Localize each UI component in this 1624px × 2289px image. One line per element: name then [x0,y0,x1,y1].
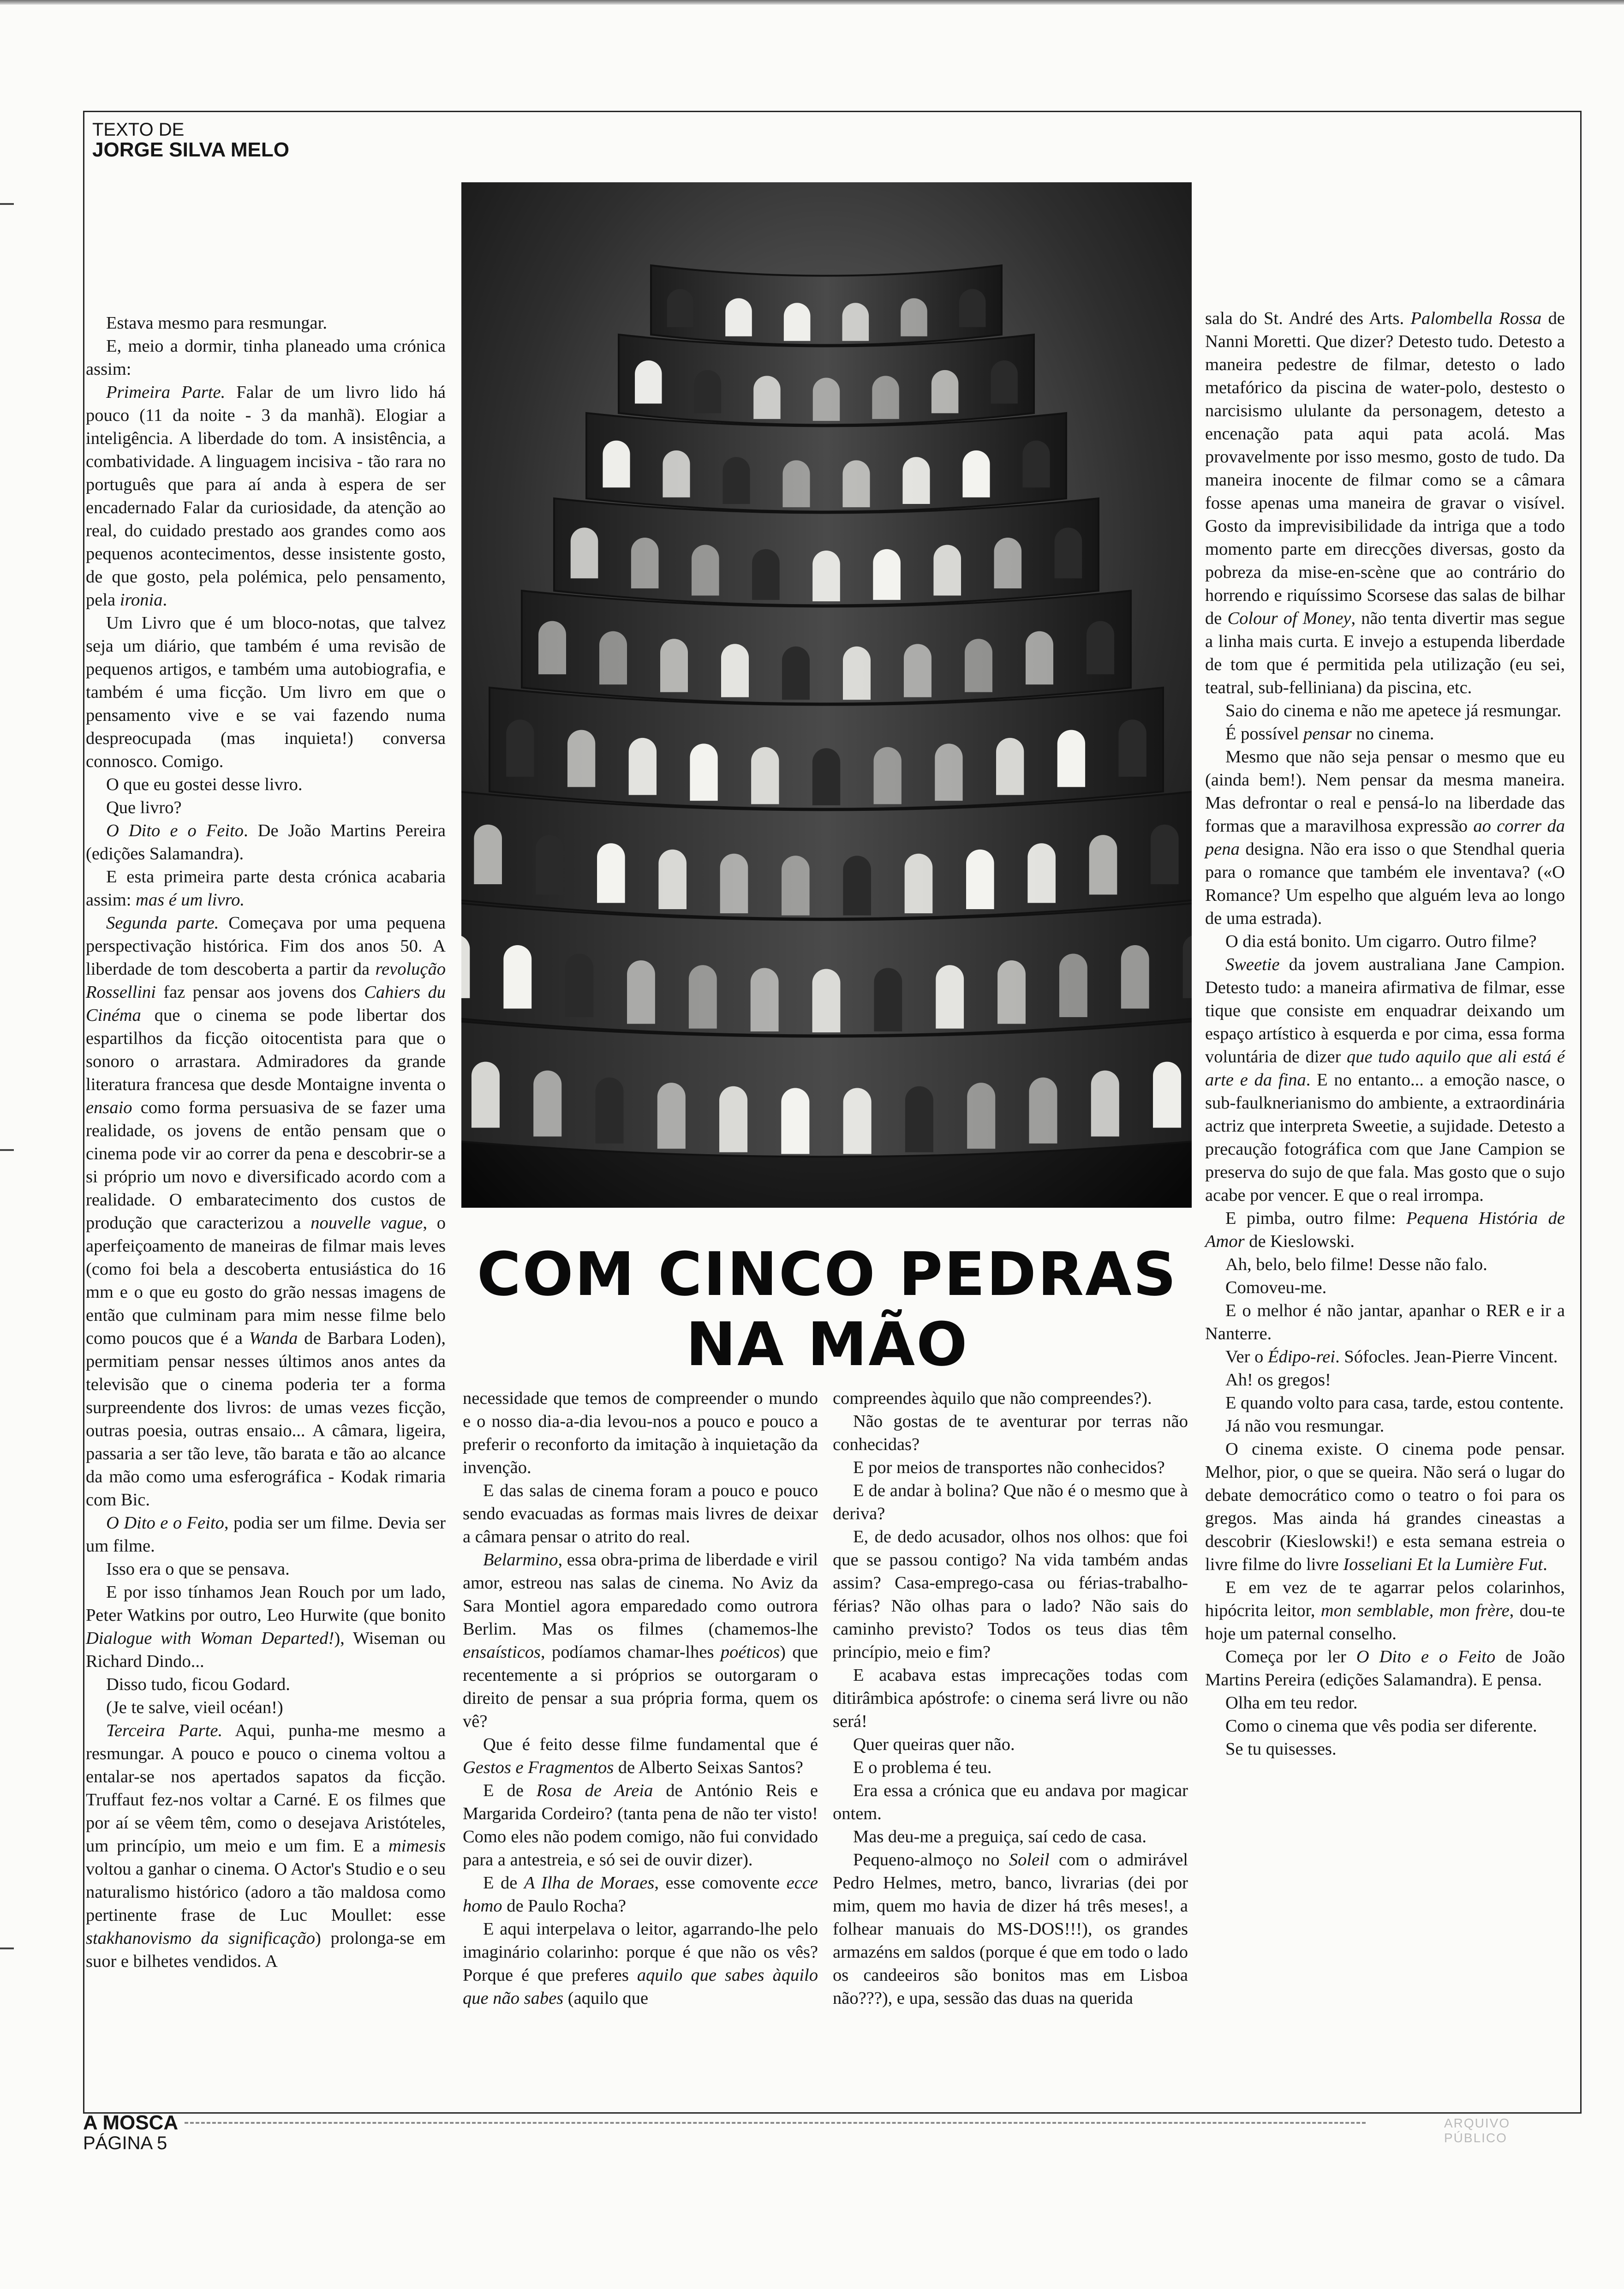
paragraph: E pimba, outro filme: Pequena História de Amor de Kieslowski. [1205,1209,1565,1251]
dark-window [1183,935,1192,998]
dark-window [667,289,694,327]
paragraph: E das salas de cinema foram a pouco e pouco sendo evacuadas as formas mais livres de deixar a câmara pensar o atrito do real. [463,1481,818,1546]
binding-mark [0,1947,14,1949]
paragraph: E de Rosa de Areia de António Reis e Margarida Cordeiro? (tanta pena de não ter visto! Como eles não podem comigo, não fui convidado para a antestreia, e só sei de ouvir dizer). [463,1781,818,1870]
article-column-3 [833,1387,1188,2010]
dark-window [1087,621,1114,675]
paragraph: Começa por ler O Dito e o Feito de João Martins Pereira (edições Salamandra). E pensa. [1205,1647,1565,1690]
paragraph: O dia está bonito. Um cigarro. Outro filme? [1225,932,1537,951]
dark-window [991,360,1017,404]
lit-window [689,965,717,1029]
dark-window [1055,527,1082,578]
lit-window [631,538,659,588]
paragraph: Como o cinema que vês podia ser diferente. [1225,1716,1537,1736]
lit-window [933,545,961,596]
lit-window [994,538,1022,588]
paragraph: E esta primeira parte desta crónica acabaria assim: mas é um livro. [86,867,446,910]
lit-window [461,935,470,998]
lit-window [812,551,840,601]
page-footer [83,2112,178,2153]
paragraph: E por meios de transportes não conhecidos? [853,1458,1165,1477]
lit-window [719,1086,747,1152]
lit-window [533,1071,561,1137]
lit-window [842,303,869,341]
paragraph: Belarmino, essa obra-prima de liberdade e viril amor, estreou nas salas de cinema. No Aviz da Sara Montiel agora emparedado como outrora Berlim. Mas os filmes (chamemos-lhe ensaísticos, podíamos chamar-lhes poéticos) que recentemente a si próprios se outorgaram o direito de pensar a sua própria forma, quem os vê? [463,1550,818,1731]
dark-window [959,289,986,327]
paragraph: Terceira Parte. Aqui, punha-me mesmo a resmungar. A pouco e pouco o cinema voltou a entalar-se nos apertados sapatos da ficção. Truffaut fez-nos voltar a Carné. E os filmes que por aí se vêem têm, como o desejava Aristóteles, um princípio, um meio e um fim. E a mimesis voltou a ganhar o cinema. O Actor's Studio e o seu naturalismo histórico (adoro a tão maldosa como pertinente frase de Luc Moullet: esse stakhanovismo da significação) prolonga-se em suor e bilhetes vendidos. A [86,1721,446,1971]
paragraph: Era essa a crónica que eu andava por magicar ontem. [833,1781,1188,1823]
lit-window [781,1088,809,1154]
lit-window [503,945,531,1009]
tower-tier [651,265,1002,345]
dark-window [536,835,564,894]
paragraph: (Je te salve, vieil océan!) [106,1698,283,1717]
tower-building-photo [461,182,1192,1208]
stamp-line-2: PÚBLICO [1444,2131,1507,2145]
lit-window [996,738,1024,795]
paragraph: Isso era o que se pensava. [106,1559,290,1579]
paragraph: E acabava estas imprecações todas com ditirâmbica apóstrofe: o cinema será livre ou não será! [833,1666,1188,1731]
lit-window [842,460,870,507]
paragraph: Disso tudo, ficou Godard. [106,1675,290,1694]
paragraph: Segunda parte. Começava por uma pequena perspectivação histórica. Fim dos anos 50. A liberdade de tom descoberta a partir da revolução Rossellini faz pensar aos jovens dos Cahiers du Cinéma que o cinema se pode libertar dos espartilhos da ficção oitocentista para que o sonoro o arrastara. Admiradores da grande literatura francesa que desde Montaigne inventa o ensaio como forma persuasiva de se fazer uma realidade, os jovens de então pensam que o cinema pode vir ao correr da pena e descobrir-se a si próprio um novo e diversificado acordo com a realidade. O embaratecimento dos custos de produção que caracterizou a nouvelle vague, o aperfeiçoamento de maneiras de filmar mais leves (como foi bela a descoberta entusiástica do 16 mm e o que eu gosto do grão nessas imagens de então que culminam para mim nesse filme belo como poucos que é a Wanda de Barbara Loden), permitiam pensar nesses últimos anos antes da televisão que o cinema poderia ter a forma surpreendente dos livros: de umas vezes ficção, outras poesia, outras ensaio... A câmara, ligeira, passaria a ser tão leve, tão barata e tão ao alcance da mão como uma esferográfica - Kodak rimaria com Bic. [86,913,446,1510]
article-column-1 [86,312,446,1973]
binding-mark [0,1149,14,1151]
dark-window [812,748,840,805]
lit-window [843,647,871,700]
dark-window [843,856,871,915]
lit-window [692,545,719,596]
stamp-line-1: ARQUIVO [1444,2116,1511,2130]
lit-window [967,1083,995,1149]
paragraph: E, de dedo acusador, olhos nos olhos: que foi que se passou contigo? Na vida também andas assim? Casa-emprego-casa ou férias-trabalho-férias? Não olhas para o lado? Não sais do caminho previsto? Todos os teus dias têm princípio, meio e fim? [833,1527,1188,1662]
archive-stamp [1444,2116,1510,2145]
lit-window [931,370,958,413]
byline-author: JORGE SILVA MELO [92,138,290,161]
paragraph: Saio do cinema e não me apetece já resmungar. [1225,701,1561,720]
paragraph: O Dito e o Feito, podia ser um filme. Devia ser um filme. [86,1513,446,1556]
lit-window [571,527,598,578]
lit-window [1057,730,1085,787]
paragraph: Estava mesmo para resmungar. [106,313,327,333]
lit-window [627,960,655,1024]
dark-window [874,968,902,1031]
paragraph: Não gostas de te aventurar por terras não conhecidas? [833,1412,1188,1454]
lit-window [966,850,994,909]
lit-window [472,1062,500,1128]
lit-window [720,854,748,913]
paragraph: Mas deu-me a preguiça, saí cedo de casa. [853,1827,1147,1846]
paragraph: Que é feito desse filme fundamental que é Gestos e Fragmentos de Alberto Seixas Santos? [463,1735,818,1777]
lit-window [813,378,840,421]
headline-line-1: COM CINCO PEDRAS [477,1239,1178,1309]
lit-window [1121,945,1149,1009]
lit-window [965,639,992,692]
paragraph: necessidade que temos de compreender o mundo e o nosso dia-a-dia levou-nos a pouco e pouco a preferir o reconforto da imitação à inquietação da invenção. [463,1389,818,1477]
tower-tier [461,1015,1192,1157]
dark-window [722,457,750,504]
dark-window [752,549,780,600]
dark-window [1118,719,1146,777]
lit-window [902,457,930,504]
paragraph: Primeira Parte. Falar de um livro lido há pouco (11 da noite - 3 da manhã). Elogiar a inteligência. A liberdade do tom. A insistência, a combatividade. A linguagem incisiva - tão rara no português que para aí anda à espera de ser encadernado Falar da curiosidade, da atenção ao real, do cuidado prestado aos grandes como aos pequenos acontecimentos, desse insistente gosto, de que gosto, pela polémica, pelo pensamento, pela ironia. [86,383,446,610]
footer-rule [185,2122,1366,2124]
tower-tier [461,791,1192,919]
paragraph: Se tu quisesses. [1225,1739,1337,1759]
page-number: PÁGINA 5 [83,2133,167,2154]
lit-window [782,460,810,507]
lit-window [657,1083,686,1149]
lit-window [1089,835,1117,894]
lit-window [812,969,841,1033]
paragraph: Ver o Édipo-rei. Sófocles. Jean-Pierre Vincent. [1225,1347,1558,1366]
lit-window [962,450,990,497]
dark-window [782,647,810,700]
lit-window [935,743,962,801]
lit-window [635,360,662,404]
lit-window [872,376,899,419]
paragraph: Quer queiras quer não. [853,1735,1015,1754]
paragraph: Olha em teu redor. [1225,1693,1358,1713]
lit-window [905,854,933,913]
paragraph: E aqui interpelava o leitor, agarrando-lhe pelo imaginário colarinho: porque é que não os vês? Porque é que preferes aquilo que sabes àquilo que não sabes (aquilo que [463,1919,818,2008]
paragraph: E o problema é teu. [853,1758,992,1777]
article-headline [463,1239,1192,1379]
lit-window [751,968,779,1031]
lit-window [629,738,657,795]
paragraph: Sweetie da jovem australiana Jane Campion. Detesto tudo: a maneira afirmativa de filmar, esse tique que consiste em enquadrar deixando um espaço artístico à esquerda e por cima, essa forma voluntária de dizer que tudo aquilo que ali está é arte e da fina. E no entanto... a emoção nasce, o sub-faulknerianismo do ambiente, a extraordinária actriz que interpreta Sweetie, a sujidade. Detesto a precaução fotográfica com que Jane Campion se preserva do sujo de que fala. Mas gosto que o sujo acabe por vencer. E que o real irrompa. [1205,955,1565,1205]
paragraph: Que livro? [106,798,182,817]
publication-name: A MOSCA [83,2111,179,2134]
dark-window [694,370,721,413]
lit-window [873,549,901,600]
lit-window [538,621,566,675]
lit-window [663,450,690,497]
lit-window [660,639,688,692]
lit-window [567,730,595,787]
lit-window [599,631,627,685]
lit-window [721,644,749,697]
dark-window [905,1086,933,1152]
dark-window [565,954,593,1018]
lit-window [784,303,811,341]
lit-window [1091,1071,1119,1137]
lit-window [1029,1078,1057,1144]
lit-window [690,743,717,801]
lit-window [597,843,625,903]
paragraph: É possível pensar no cinema. [1225,724,1434,743]
paragraph: E por isso tínhamos Jean Rouch por um lado, Peter Watkins por outro, Leo Hurwite (que bonito Dialogue with Woman Departed!), Wiseman ou Richard Dindo... [86,1582,446,1671]
headline-line-2: NA MÃO [686,1309,969,1379]
paragraph: E de andar à bolina? Que não é o mesmo que à deriva? [833,1481,1188,1523]
lit-window [1026,631,1053,685]
article-column-4 [1205,307,1565,1761]
paragraph: Comoveu-me. [1225,1278,1327,1297]
paragraph: Já não vou resmungar. [1225,1416,1385,1436]
paragraph: E em vez de te agarrar pelos colarinhos, hipócrita leitor, mon semblable, mon frère, dou-te hoje um paternal conselho. [1205,1578,1565,1643]
lit-window [603,441,630,488]
lit-window [997,960,1026,1024]
paragraph: E de A Ilha de Moraes, esse comovente ecce homo de Paulo Rocha? [463,1873,818,1916]
paragraph: Pequeno-almoço no Soleil com o admirável Pedro Helmes, metro, banco, livrarias (dei por mim, quem mo havia de dizer há três meses!, a folhear manuais do MS-DOS!!!), os grandes armazéns em saldos (porque é que em todo o lado os candeeiros são bonitos mas em Lisboa não???), e upa, sessão das duas na querida [833,1850,1188,2008]
lit-window [1027,843,1056,903]
lit-window [843,1088,872,1154]
article-column-2 [463,1387,818,2010]
lit-window [751,747,779,804]
binding-mark [0,203,14,205]
paragraph: O que eu gostei desse livro. [106,775,303,794]
paragraph: sala do St. André des Arts. Palombella Rossa de Nanni Moretti. Que dizer? Detesto tudo. Detesto a maneira pedestre de filmar, detesto o lado metafórico da piscina de water-polo, destesto o narcisismo ululante da personagem, detesto a encenação pata aqui pata acolá. Mas provavelmente por isso mesmo, gosto de tudo. Da maneira inocente de filmar como se a câmara fosse apenas uma maneira de gravar o visível. Gosto da imprevisibilidade da intriga que a todo momento parte em direcções diversas, gosto da pobreza da mise-en-scène que ao contrário do horrendo e riquíssimo Scorsese das salas de bilhar de Colour of Money, não tenta divertir mas segue a linha mais curta. E invejo a estupenda liberdade de tom que é permitida pela utilização (eu sei, teatral, sub-felliniana) da piscina, etc. [1205,309,1565,697]
lit-window [874,747,902,804]
lit-window [782,856,810,915]
lit-window [936,965,964,1029]
page-top-edge [0,0,1624,5]
lit-window [1153,1062,1181,1128]
paragraph: E quando volto para casa, tarde, estou contente. [1225,1393,1564,1413]
dark-window [1151,825,1179,884]
dark-window [595,1078,623,1144]
paragraph: Ah, belo, belo filme! Desse não falo. [1225,1255,1487,1274]
lit-window [474,825,502,884]
paragraph: compreendes àquilo que não compreendes?). [833,1389,1152,1408]
lit-window [901,298,927,336]
dark-window [1022,441,1050,488]
lit-window [904,644,931,697]
lit-window [658,850,687,909]
paragraph: Um Livro que é um bloco-notas, que talvez seja um diário, que também é uma revisão de pequenos artigos, e também uma autobiografia, e também é uma ficção. Um livro em que o pensamento vive e se vai fazendo numa despreocupada (mas inquieta!) conversa connosco. Comigo. [86,613,446,771]
tower-tier [586,413,1066,512]
paragraph: E o melhor é não jantar, apanhar o RER e ir a Nanterre. [1205,1301,1565,1343]
lit-window [1059,954,1087,1018]
paragraph: E, meio a dormir, tinha planeado uma crónica assim: [86,336,446,379]
paragraph: O Dito e o Feito. De João Martins Pereira (edições Salamandra). [86,821,446,863]
tower-illustration [461,182,1192,1208]
lit-window [753,376,780,419]
byline [92,120,289,161]
dark-window [506,719,534,777]
paragraph: O cinema existe. O cinema pode pensar. Melhor, pior, o que se queira. Não será o lugar do debate democrático como o teatro o foi para os gregos. Mas ainda há grandes cineastas a descobrir (Kieslowski!) e esta semana estreia o livre filme do livre Iosseliani Et la Lumière Fut. [1205,1439,1565,1574]
lit-window [725,298,752,336]
paragraph: Mesmo que não seja pensar o mesmo que eu (ainda bem!). Nem pensar da mesma maneira. Mas defrontar o real e pensá-lo na liberdade das formas que a maravilhosa expressão ao correr da pena designa. Não era isso o que Stendhal queria para o romance que também ele inventava? («O Romance? Um espelho que alguém leva ao longo de uma estrada). [1205,747,1565,928]
paragraph: Ah! os gregos! [1225,1370,1331,1390]
byline-label: TEXTO DE [92,120,185,140]
